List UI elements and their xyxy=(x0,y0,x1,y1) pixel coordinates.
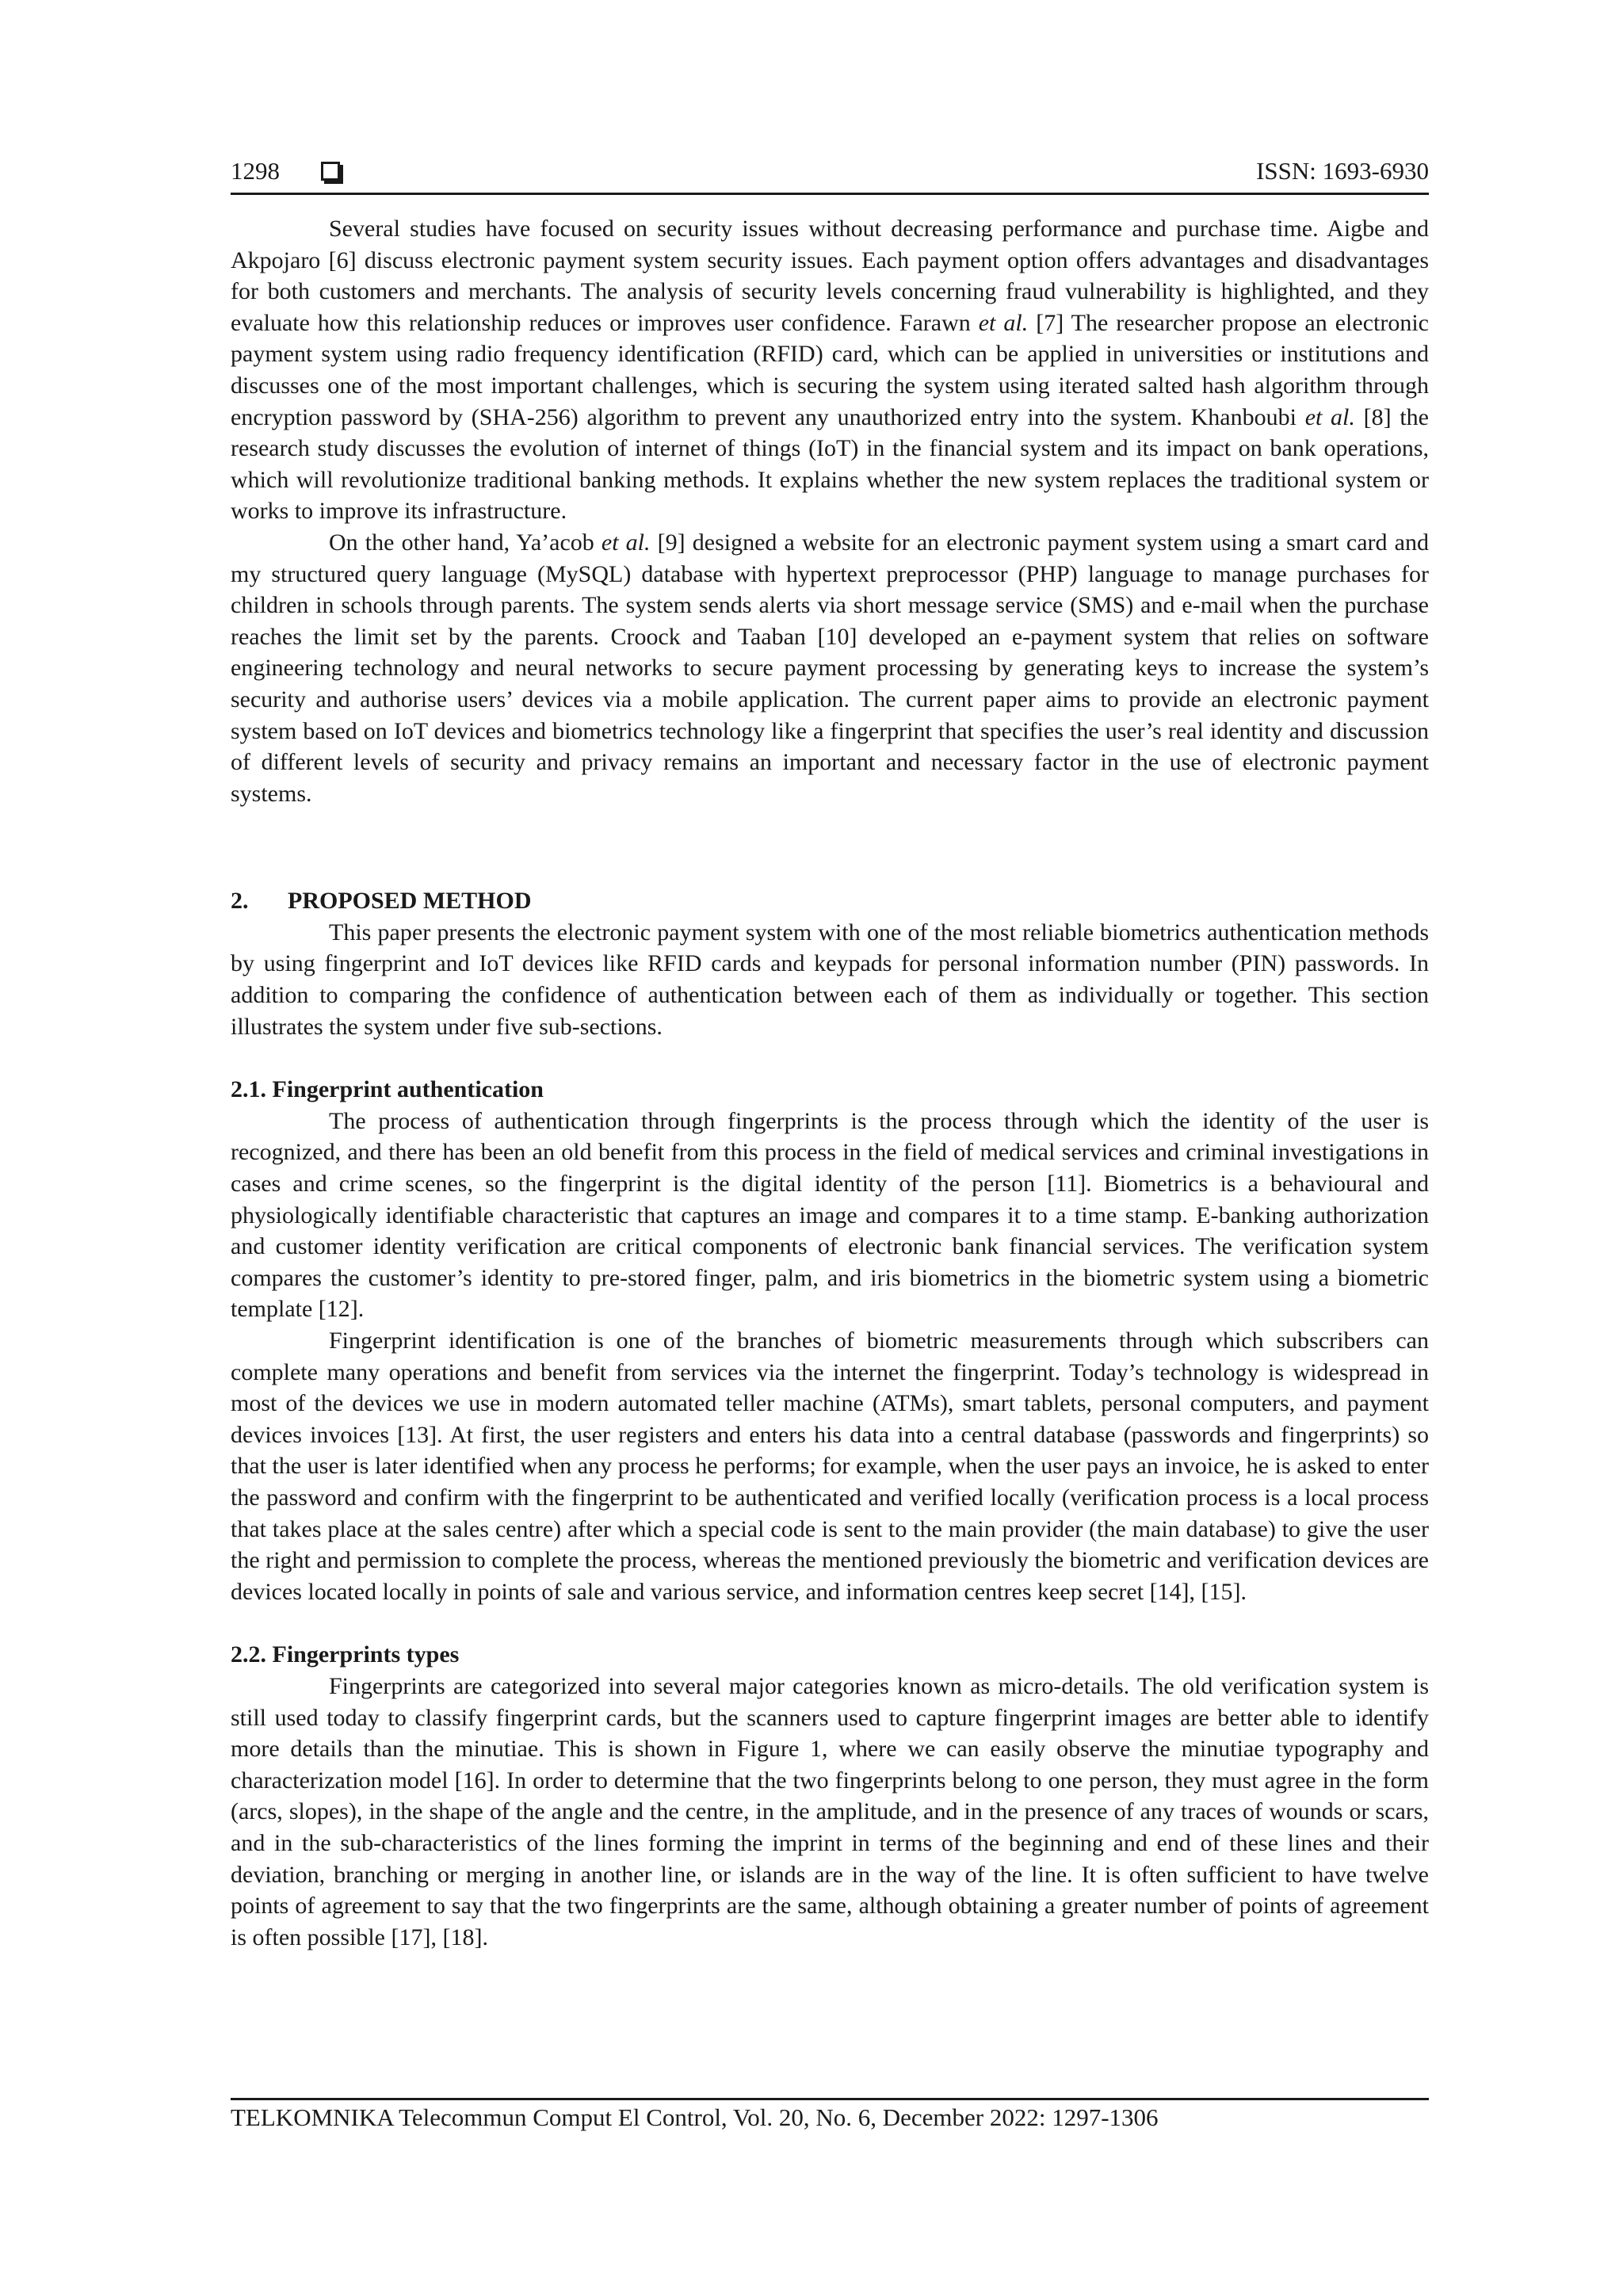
checkbox-square-icon xyxy=(321,162,340,181)
issn-label: ISSN: 1693-6930 xyxy=(1256,157,1429,185)
citation-etal: et al. xyxy=(978,309,1029,336)
journal-footer: TELKOMNIKA Telecommun Comput El Control, Vol. 20, No. 6, December 2022: 1297-1306 xyxy=(231,2103,1159,2131)
paper-page xyxy=(231,0,1429,2296)
subsection-heading-fingerprint-authentication: 2.1. Fingerprint authentication xyxy=(231,1076,544,1103)
section2-paragraph: This paper presents the electronic payment system with one of the most reliable biometrics authentication methods by using fingerprint and IoT devices like RFID cards and keypads for personal information number (PIN) passwords. In addition to comparing the confidence of authentication between each of them as individually or together. This section illustrates the system under five sub-sections. xyxy=(231,919,1429,1040)
citation-etal: et al. xyxy=(601,529,651,556)
page-number: 1298 xyxy=(231,157,280,185)
section21-paragraph-2: Fingerprint identification is one of the branches of biometric measurements through which subscribers can complete many operations and benefit from services via the internet the fingerprint. Today’s technology is widespread in most of the devices we use in modern automated teller machine (ATMs), smart tablets, personal computers, and payment devices invoices [13]. At first, the user registers and enters his data into a central database (passwords and fingerprints) so that the user is later identified when any process he performs; for example, when the user pays an invoice, he is asked to enter the password and confirm with the fingerprint to be authenticated and verified locally (verification process is a local process that takes place at the sales centre) after which a special code is sent to the main provider (the main database) to give the user the right and permission to complete the process, whereas the mentioned previously the biometric and verification devices are devices located locally in points of sale and various service, and information centres keep secret [14], [15]. xyxy=(231,1328,1429,1605)
intro-paragraph-1: Several studies have focused on security issues without decreasing performance and purchase time. Aigbe and Akpojaro [6] discuss electronic payment system security issues. Each payment option offers advantages and disadvantages for both customers and merchants. The analysis of security levels concerning fraud vulnerability is highlighted, and they evaluate how this relationship reduces or improves user confidence. Farawn et al. [7] The researcher propose an electronic payment system using radio frequency identification (RFID) card, which can be applied in universities or institutions and discusses one of the most important challenges, which is securing the system using iterated salted hash algorithm through encryption password by (SHA-256) algorithm to prevent any unauthorized entry into the system. Khanboubi et al. [8] the research study discusses the evolution of internet of things (IoT) in the financial system and its impact on bank operations, which will revolutionize traditional banking methods. It explains whether the new system replaces the traditional system or works to improve its infrastructure. xyxy=(231,216,1429,525)
footer-rule xyxy=(231,2098,1429,2100)
header-rule xyxy=(231,193,1429,195)
citation-etal: et al. xyxy=(1304,403,1355,430)
section22-paragraph-1: Fingerprints are categorized into several major categories known as micro-details. The old verification system is still used today to classify fingerprint cards, but the scanners used to capture fingerprint images are better able to identify more details than the minutiae. This is shown in Figure 1, where we can easily observe the minutiae typography and characterization model [16]. In order to determine that the two fingerprints belong to one person, they must agree in the form (arcs, slopes), in the shape of the angle and the centre, in the amplitude, and in the presence of any traces of wounds or scars, and in the sub-characteristics of the lines forming the imprint in terms of the beginning and end of these lines and their deviation, branching or merging in another line, or islands are in the way of the line. It is often sufficient to have twelve points of agreement to say that the two fingerprints are the same, although obtaining a greater number of points of agreement is often possible [17], [18]. xyxy=(231,1672,1429,1950)
section-heading-proposed-method: 2. PROPOSED METHOD xyxy=(231,888,532,915)
section21-paragraph-1: The process of authentication through fingerprints is the process through which the identity of the user is recognized, and there has been an old benefit from this process in the field of medical services and criminal investigations in cases and crime scenes, so the fingerprint is the digital identity of the person [11]. Biometrics is a behavioural and physiologically identifiable characteristic that captures an image and compares it to a time stamp. E-banking authorization and customer identity verification are critical components of electronic bank financial services. The verification system compares the customer’s identity to pre-stored finger, palm, and iris biometrics in the biometric system using a biometric template [12]. xyxy=(231,1107,1429,1323)
running-header xyxy=(231,155,1429,192)
article-body xyxy=(231,213,1429,1953)
subsection-heading-fingerprints-types: 2.2. Fingerprints types xyxy=(231,1641,460,1668)
intro-paragraph-2: On the other hand, Ya’acob et al. [9] designed a website for an electronic payment system using a smart card and my structured query language (MySQL) database with hypertext preprocessor (PHP) language to manage purchases for children in schools through parents. The system sends alerts via short message service (SMS) and e-mail when the purchase reaches the limit set by the parents. Croock and Taaban [10] developed an e-payment system that relies on software engineering technology and neural networks to secure payment processing by generating keys to increase the system’s security and authorise users’ devices via a mobile application. The current paper aims to provide an electronic payment system based on IoT devices and biometrics technology like a fingerprint that specifies the user’s real identity and discussion of different levels of security and privacy remains an important and necessary factor in the use of electronic payment systems. xyxy=(231,529,1429,807)
